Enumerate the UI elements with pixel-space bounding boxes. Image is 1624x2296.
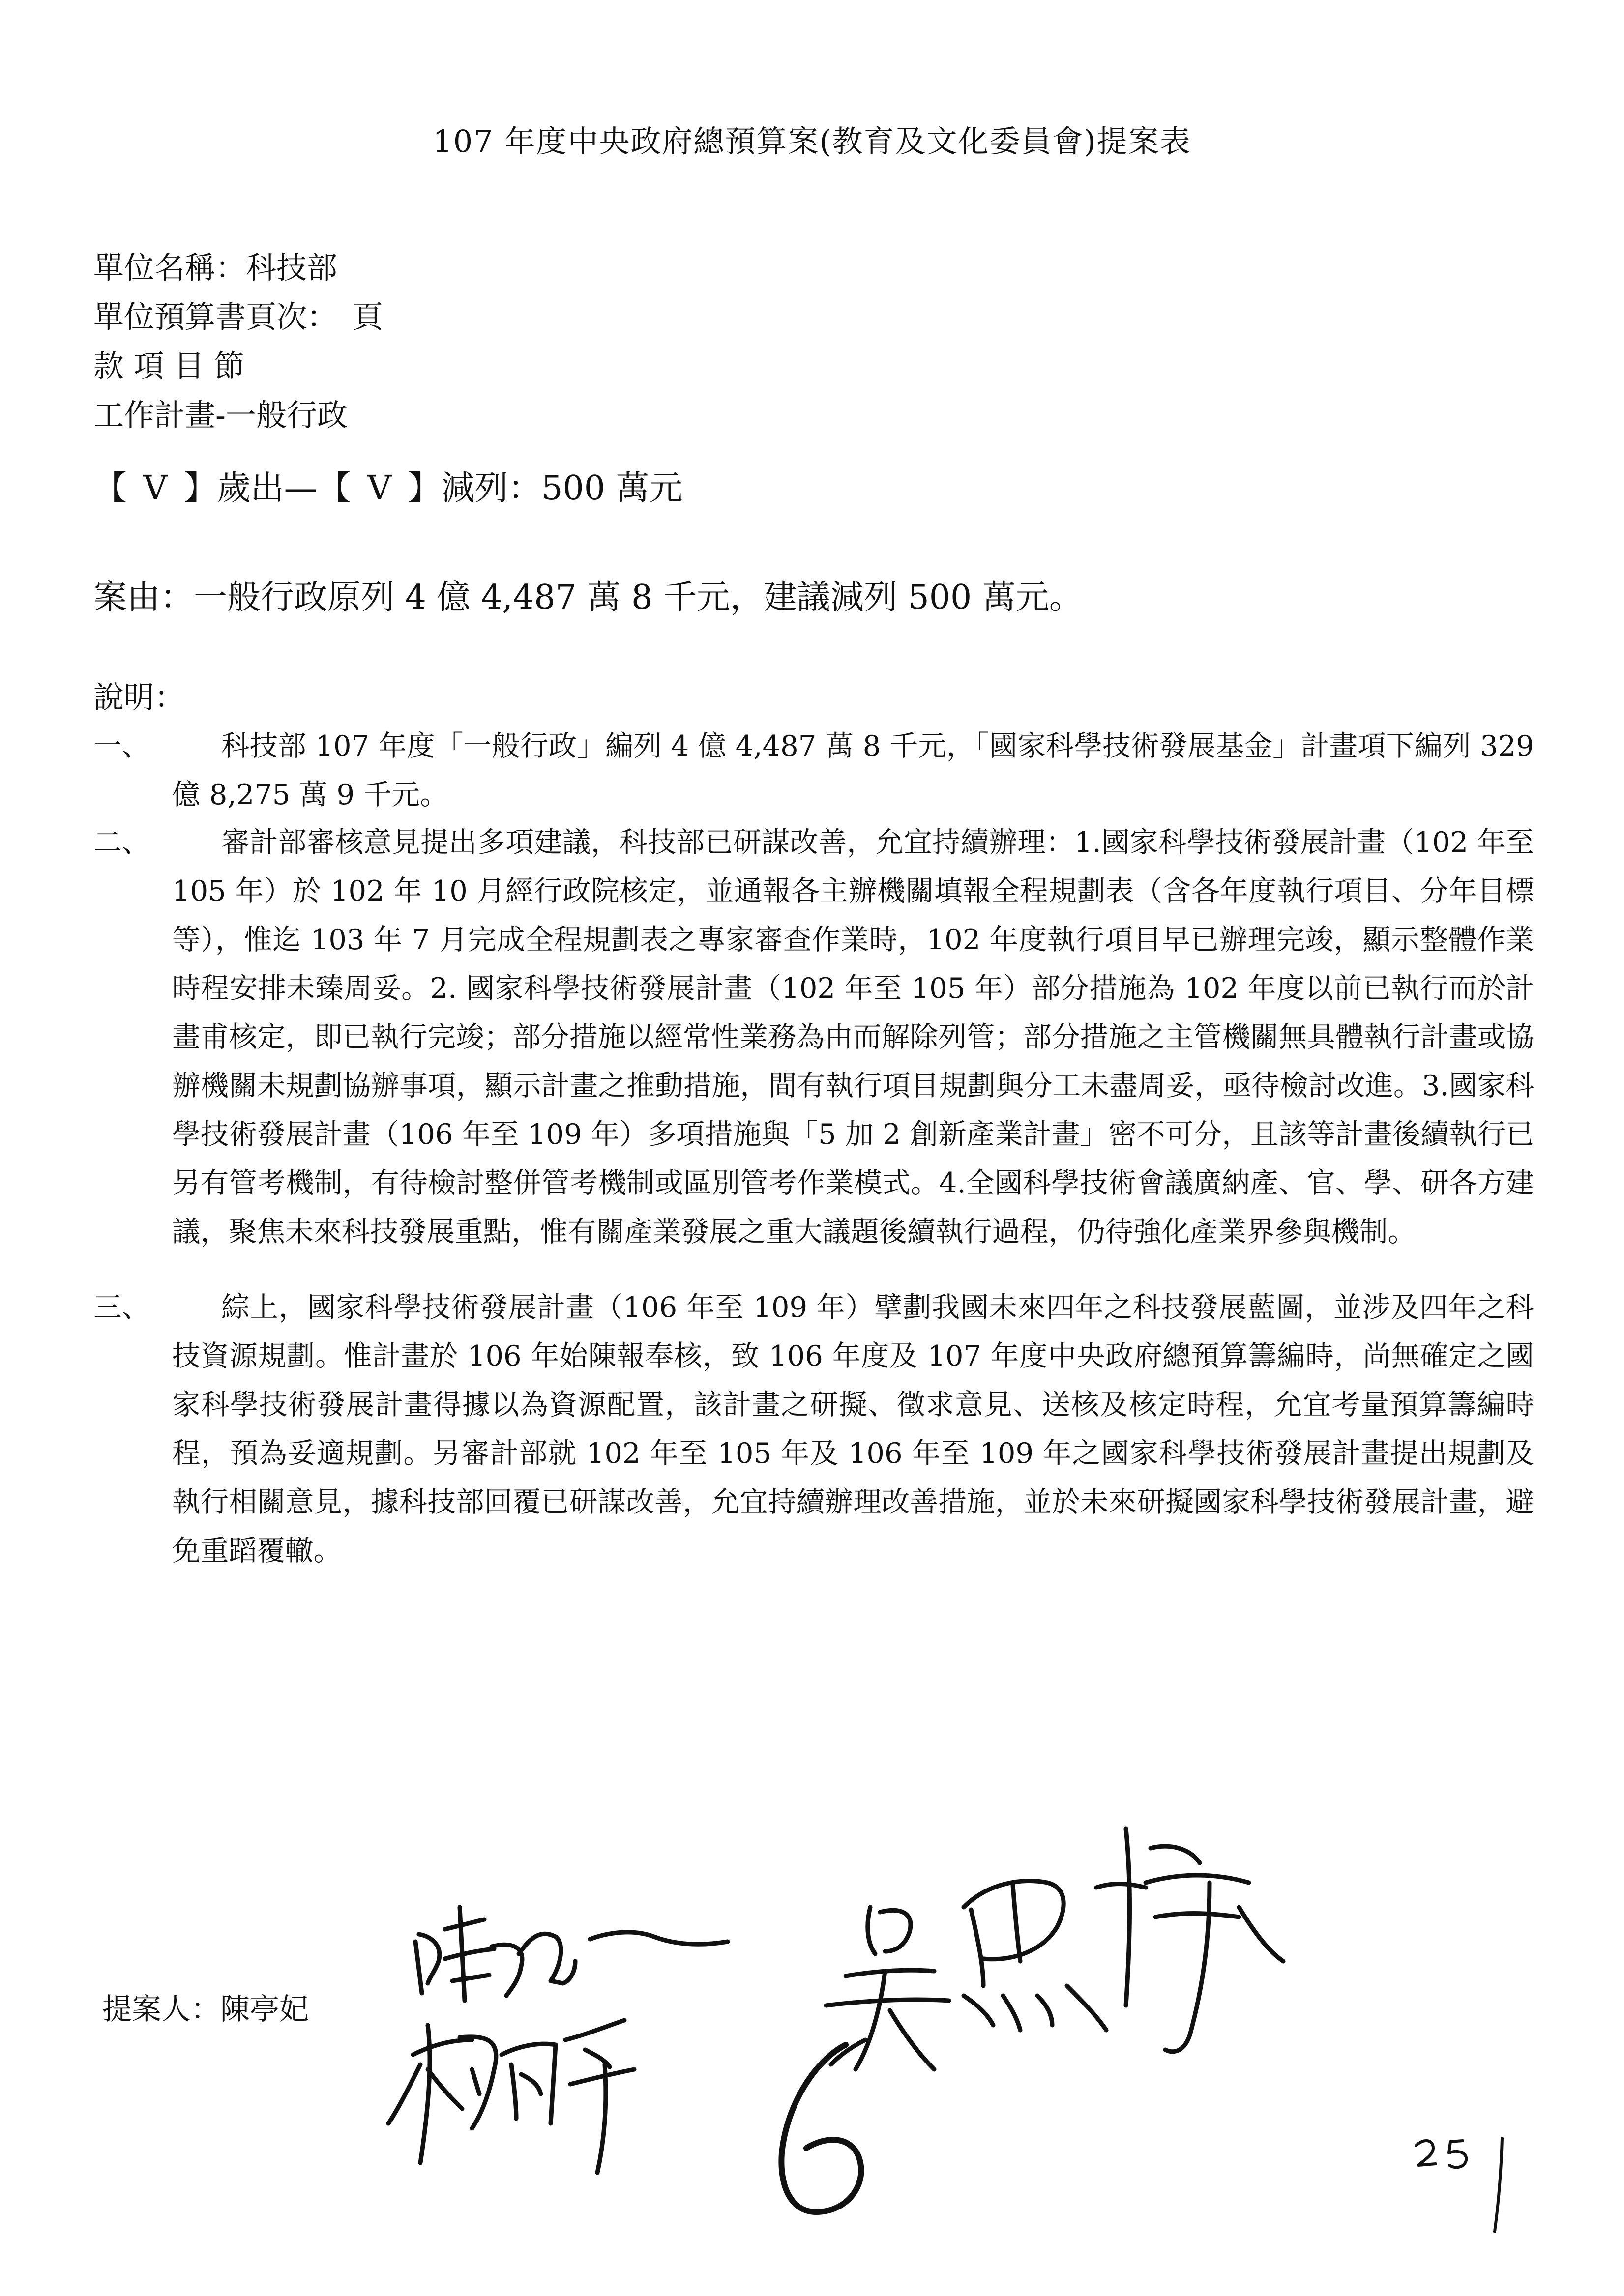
item-number: 二、 bbox=[93, 826, 150, 859]
item-number: 三、 bbox=[93, 1291, 150, 1324]
item-text: 綜上，國家科學技術發展計畫（106 年至 109 年）擘劃我國未來四年之科技發展藍圖，並涉及四年之科技資源規劃。惟計畫於 106 年始陳報奉核，致 106 年度及 107 年度中央政府總預算籌編時，尚無確定之國家科學技術發展計畫得據以為資源配置，該計畫之研擬、徵求意見、送核及核定時程，允宜考量預算籌編時程，預為妥適規劃。另審計部就 102 年至 105 年及 106 年至 109 年之國家科學技術發展計畫提出規劃及執行相關意見，據科技部回覆已研謀改善，允宜持續辦理改善措施，並於未來研擬國家科學技術發展計畫，避免重蹈覆轍。 bbox=[172, 1291, 1534, 1567]
handwritten-number-6 bbox=[781, 2045, 861, 2212]
bracket-open: 【 bbox=[93, 469, 127, 508]
explanation-heading: 說明： bbox=[93, 679, 185, 715]
expenditure-label: 】歲出—【 bbox=[183, 469, 351, 508]
section-label: 款 項 目 節 bbox=[93, 348, 245, 384]
unit-name: 單位名稱：科技部 bbox=[93, 250, 338, 286]
checkbox-expenditure: V bbox=[143, 469, 168, 508]
item-text: 審計部審核意見提出多項建議，科技部已研謀改善，允宜持續辦理：1.國家科學技術發展計畫（102 年至 105 年）於 102 年 10 月經行政院核定，並通報各主辦機關填報全程規劃表（含各年度執行項目、分年目標等），惟迄 103 年 7 月完成全程規劃表之專家審查作業時，102 年度執行項目早已辦理完竣，顯示整體作業時程安排未臻周妥。2. 國家科學技術發展計畫（102 年至 105 年）部分措施為 102 年度以前已執行而於計畫甫核定，即已執行完竣；部分措施以經常性業務為由而解除列管；部分措施之主管機關無具體執行計畫或協辦機關未規劃協辦事項，顯示計畫之推動措施，間有執行項目規劃與分工未盡周妥，亟待檢討改進。3.國家科學技術發展計畫（106 年至 109 年）多項措施與「5 加 2 創新產業計畫」密不可分，且該等計畫後續執行已另有管考機制，有待檢討整併管考機制或區別管考作業模式。4.全國科學技術會議廣納產、官、學、研各方建議，聚焦未來科技發展重點，惟有關產業發展之重大議題後續執行過程，仍待強化產業界參與機制。 bbox=[172, 826, 1534, 1248]
document-title: 107 年度中央政府總預算案(教育及文化委員會)提案表 bbox=[433, 123, 1191, 159]
reduction-label: 】減列：500 萬元 bbox=[408, 469, 683, 508]
signature-ke-zhien bbox=[388, 2020, 634, 2173]
signature-chen-tingfei bbox=[415, 1907, 728, 2001]
budget-page-number: 單位預算書頁次： 頁 bbox=[93, 299, 384, 335]
proposal-cause: 案由：一般行政原列 4 億 4,487 萬 8 千元，建議減列 500 萬元。 bbox=[93, 578, 1083, 617]
page-number-251 bbox=[1416, 2138, 1502, 2232]
proposer-line: 提案人：陳亭妃 bbox=[102, 1992, 309, 2027]
item-number: 一、 bbox=[93, 729, 150, 762]
item-text: 科技部 107 年度「一般行政」編列 4 億 4,487 萬 8 千元，「國家科學技術發展基金」計畫項下編列 329 億 8,275 萬 9 千元。 bbox=[172, 729, 1534, 811]
work-plan: 工作計畫-一般行政 bbox=[93, 397, 348, 433]
signature-wu-siyao bbox=[826, 1829, 1283, 2069]
checkbox-reduction: V bbox=[367, 469, 391, 508]
